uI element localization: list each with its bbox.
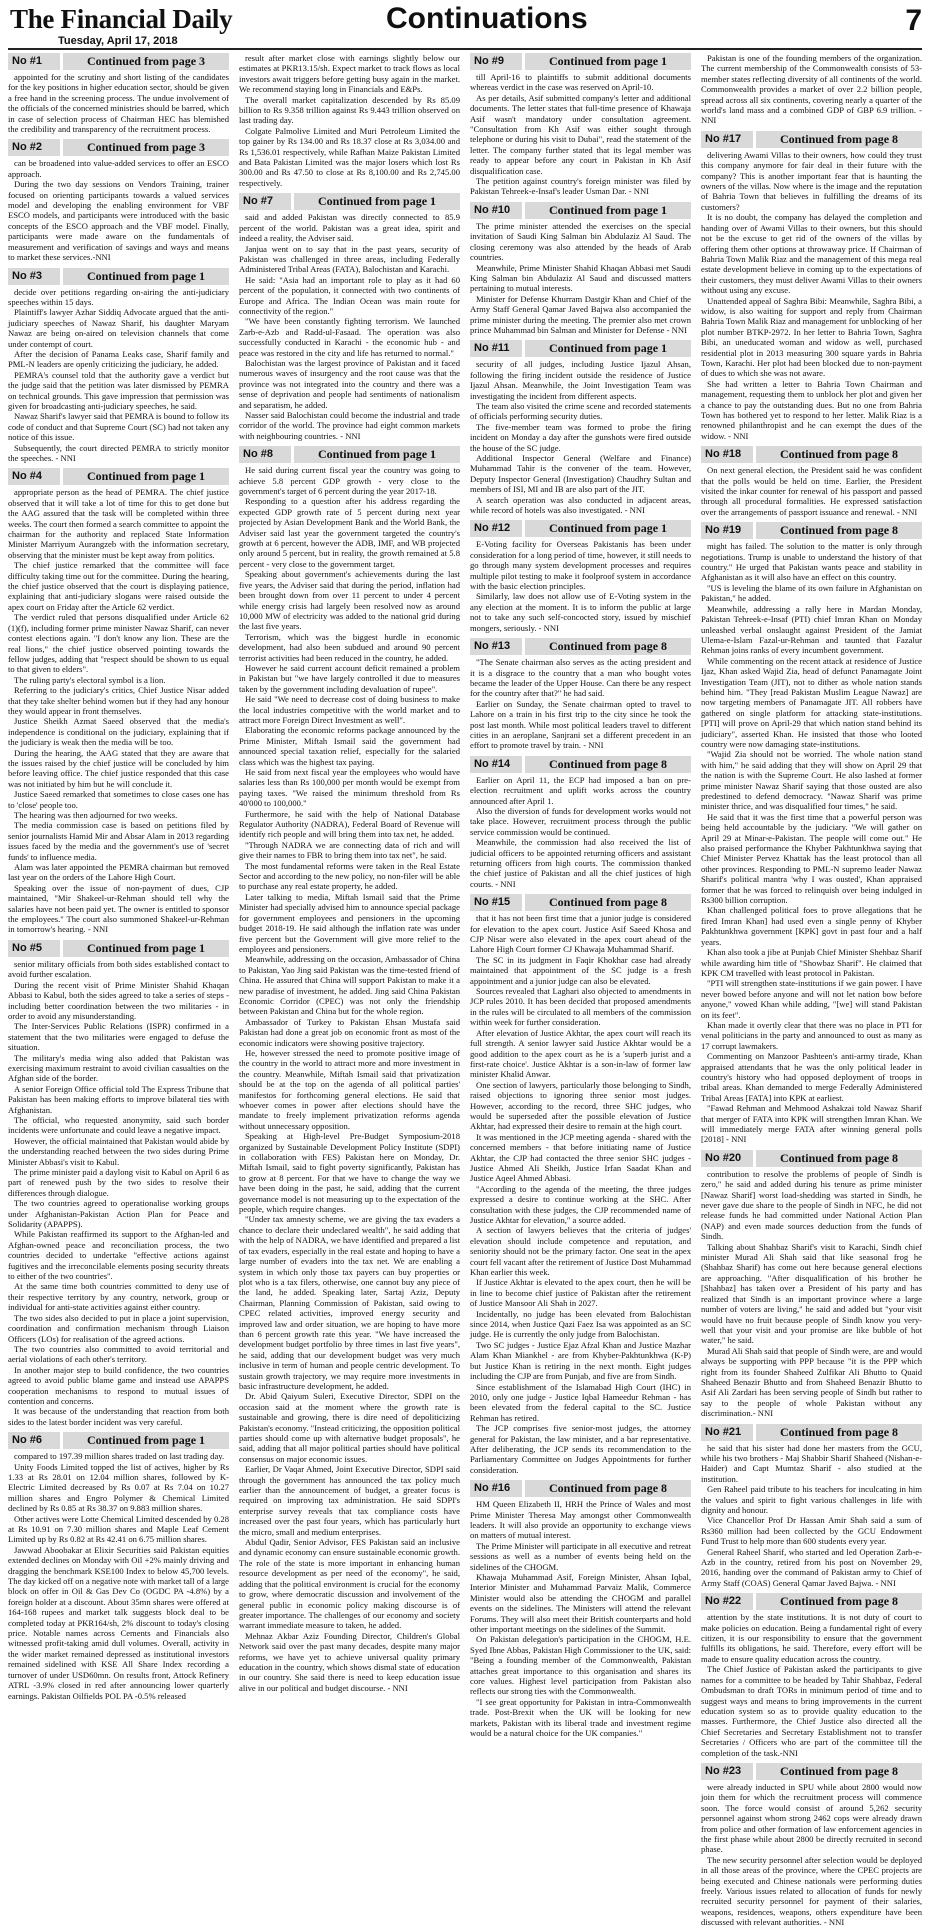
paragraph: Additional Inspector General (Welfare and Finance) Muhammad Tahir is the convener of the team. However, Deputy Inspector General (Investigation) Chaudhry Sultan and members of ISI, MI and IB are also part of the JIT. [470, 453, 691, 495]
paragraph: If Justice Akhtar is elevated to the apex court, then he will be in line to become chief justice of Pakistan after the retirement of Justice Mansoor Ali Shah in 2027. [470, 1277, 691, 1309]
paragraph: Sources revealed that Laghari also objected to amendments in JCP rules 2010. It has been decided that proposed amendments in the rules will be circulated to all members of the commission within week for further consideration. [470, 986, 691, 1028]
article-header [8, 139, 229, 156]
article-number: No #5 [8, 940, 60, 957]
paragraph: PEMRA's counsel told that the authority gave a verdict but the judge said that the petition was later dismissed by PEMRA on technical grounds. This gave impression that permission was given for broadcasting anti-judiciary speeches, he said. [8, 369, 229, 411]
continued-from-label: Continued from page 8 [522, 756, 691, 773]
continued-article [470, 756, 691, 889]
article-number: No #9 [470, 53, 522, 70]
paragraph: Alam was later appointed the PEMRA chairman but removed last year on the orders of the Lahore High Court. [8, 862, 229, 883]
paragraph: Murad Ali Shah said that people of Sindh were, are and would always be supporting with PPP because "it is the PPP which right from its founder Shaheed Zulfikar Ali Bhutto to Quaid Shaheed Benazir Bhutto and from Shaheed Benazir Bhutto to Asif Ali Zardari has been serving people of Sindh but rather to say to the people of whole Pakistan without any discrimination.- NNI [701, 1345, 922, 1419]
paragraph: "The Senate chairman also serves as the acting president and it is a disgrace to the country that a man who bought votes became the leader of the Upper House. Can there be any respect for the country after that?" he had said. [470, 657, 691, 699]
paragraph: can be broadened into value-added services to offer an ESCO approach. [8, 158, 229, 179]
continued-article [470, 340, 691, 515]
continued-from-label: Continued from page 8 [753, 1763, 922, 1780]
article-header [470, 202, 691, 219]
paragraph: Speaking at High-level Pre-Budget Symposium-2018 organized by Sustainable Development Policy Institute (SDPI) in collaboration with FES) Pakistan here on Monday, Dr. Miftah Ismail, said to fight poverty significantly, Pakistan has to grow at 8 percent. For that we have to change the way we have been doing in the past, he said, adding that the current governance model is not measuring up to the expectation of the people, which require changes. [239, 1131, 460, 1215]
paragraph: While Pakistan reaffirmed its support to the Afghan-led and Afghan-owned peace and reconciliation process, the two countries decided to undertake "effective actions against fugitives and the irreconcilable elements posing security threats to either of the two countries". [8, 1229, 229, 1282]
paragraph: Ambassador of Turkey to Pakistan Ehsan Mustafa said Pakistan had done a great job on economic front as most of the economic indicators were showing positive trajectory. [239, 1016, 460, 1048]
continued-article [470, 1480, 691, 1738]
paragraph: Responding to a question after his address regarding the expected GDP growth rate of 5 percent during next year projected by Asian Development Bank and the World Bank, the Adviser said last year the government targeted the country's growth at 6 percent, however the ADB, IMF, and WB projected only around 5 percent, but in reality, the growth remained at 5.8 percent - very close to the government target. [239, 496, 460, 569]
paragraph: Also the diversion of funds for development works would not take place. However, recruitment process through the public service commission would be continued. [470, 805, 691, 837]
article-body [701, 541, 922, 1145]
paragraph: "Fawad Rehman and Mehmood Ashakzai told Nawaz Sharif that merger of FATA into KPK will strengthen Imran Khan. We will immediately merge FATA after winning general polls [2018] - NNI [701, 1103, 922, 1145]
continued-from-label: Continued from page 1 [522, 520, 691, 537]
paragraph: It is no doubt, the company has delayed the completion and handing over of Awami Villas to their owners, but this should not be the excuse to get rid of the owners of the villas by offering them other options at throwaway price. If Chairman of Bahria Town Malik Riaz and the management of this mega real estate development believe in coming up to the expectations of their customers, they must deliver Awami Villas to their owners without using any excuse. [701, 212, 922, 296]
continued-article [239, 446, 460, 1693]
article-body [470, 913, 691, 1475]
article-number: No #6 [8, 1432, 60, 1449]
article-number: No #8 [239, 446, 291, 463]
news-column [701, 53, 922, 1928]
continued-from-label: Continued from page 8 [753, 1593, 922, 1610]
article-body [470, 539, 691, 633]
article-continuation-text [701, 53, 922, 126]
paragraph: Khan made it overtly clear that there was no place in PTI for venal politicians in the party and announced to oust as many as 17 corrupt lawmakers. [701, 1019, 922, 1051]
article-number: No #3 [8, 268, 60, 285]
paragraph: till April-16 to plaintiffs to submit additional documents whereas verdict in the case was reserved on April-10. [470, 72, 691, 93]
article-body [470, 1499, 691, 1738]
paragraph: The hearing was then adjourned for two weeks. [14, 810, 178, 820]
continued-article [470, 520, 691, 633]
continued-article [470, 202, 691, 335]
paragraph: A search operation was also conducted in adjacent areas, while record of hotels was also investigated. - NNI [470, 494, 691, 516]
article-body [8, 1451, 229, 1701]
article-number: No #7 [239, 193, 291, 210]
paragraph: He said during current fiscal year the country was going to achieve 5.8 percent GDP growth - very close to the government's target of 6 percent during the year 2017-18. [239, 465, 460, 497]
paragraph: that it has not been first time that a junior judge is considered for elevation to the apex court. Justice Asif Saeed Khosa and CJP Nisar were also elevated in the apex court ahead of the Lahore High Court former CJ Khawaja Muhammad Sharif. [470, 913, 691, 955]
paragraph: "Under tax amnesty scheme, we are giving the tax evaders a chance to declare their undeclared wealth", he said adding that with the help of NADRA, we have identified and prepared a list of tax evaders, especially in the real estate and hoping to have a large number of evaders into the tax net. We are enabling a system in which only those tax payers can buy properties or plot who is a tax filers, otherwise, one cannot buy any piece of the land, he added. Speaking later, Sartaj Aziz, Deputy Chairman, Planning Commission of Pakistan, said owing to CPEC related activities, improved energy security and improved law and order situation, we are hoping to have more than 6 percent growth rate this year. "We have increased the development budget portfolio by three times in last five years", he said, adding that our development budget was very much inclusive in term of human and people centric development. To sustain growth trajectory, we may require more investments in basic infrastructure development, he added. [239, 1214, 460, 1391]
article-number: No #15 [470, 894, 522, 911]
paragraph: Incidentally, no judge has been elevated from Balochistan since 2014, when Justice Qazi Faez Isa was appointed as an SC judge. He is currently the only judge from Balochistan. [470, 1308, 691, 1340]
paragraph: Later talking to media, Miftah Ismail said that the Prime Minister had specially advised him to announce special package for government employees and pensioners in the upcoming budget 2018-19. He said although the inflation rate was under five percent but the Government will give more relief to the employees and pensioners. [239, 891, 460, 954]
paragraph: attention by the state institutions. It is not duty of court to make policies on education. Being a fundamental right of every citizen, it is our responsibility to ensure that the government fulfills its obligations, he said. Therefore, every effort will be made to ensure quality education across the country. [701, 1612, 922, 1664]
paragraph: Justice Sheikh Azmat Saeed observed that the media's independence is conditional on the judiciary, explaining that if the judiciary is weak then the media will be too. [8, 716, 229, 748]
continued-from-label: Continued from page 1 [60, 268, 229, 285]
paragraph: Unattended appeal of Saghra Bibi: Meanwhile, Saghra Bibi, a widow, is also waiting for support and reply from Chairman Bahria Town Malik Riaz and management for unblocking of her plot number BTKP-2972. In her letter to Bahria Town, Saghra Bibi, an uneducated woman and widow as well, purchased residential plot in 2013 measuring 300 square yards in Bahria Town, Karachi. Her plot had been blocked due to non-payment of dues to which she was not aware. [701, 295, 922, 379]
paragraph: However he said current account deficit remained a problem in Pakistan but "we have largely controlled it due to measures taken by the government including devaluation of rupee". [239, 662, 460, 694]
paragraph: Since establishment of the Islamabad High Court (IHC) in 2010, only one judge - Justice Iqbal Hameedur Rehman - has been elevated from the federal capital to the SC. Justice Rehman has retired. [470, 1381, 691, 1423]
article-number: No #17 [701, 131, 753, 148]
paragraph: Jawwad Aboobakar at Elixir Securities said Pakistan equities extended declines on Monday with Oil +2% mainly driving and dragging the benchmark KSE100 Index to below 45,700 levels. The day kicked off on a negative note with market tall of a large block on offer in Oil & Gas Dev Co (OGDC PA -4.8%) by a foreign holder at a discount. About 35mn shares were offered at 164-168 rupees and market talk suggests block deal to be completed today at PKR164/sh, 2% discount to today's closing price. Notable names across Cements and Financials also witnessed profit-taking amid dull volumes. Overall, activity in the wider market remained depressed as institutional investors remained sidelined with KSE All Share Index recording a turnover of under USD60mn. On results front, Attock Refinery ATRL -3.9% closed in red after announcing lower quarterly earnings. Pakistan Oilfields POL PA -0.5% released [8, 1544, 229, 1701]
paragraph: During the two day sessions on Vendors Training, trainer focused on orienting participants towards a valued services model and developing the enabling environment for VBF ESCO models, and participants were introduced with the basic concepts of the ESCO approach and the VBF model. Finally, participants were made aware on the fundamentals of measurement and verification of savings and ways and means to market these services.-NNI [8, 179, 229, 263]
paragraph: Khan challenged political foes to prove allegations that he fired Imran Khan] had used even a single penny of Khyber Pakhtunkhwa government [KPK] govt in past four and a half years. [701, 905, 922, 947]
paragraph: "According to the agenda of the meeting, the three judges expressed a desire to continue working at the SHC. After consultation with these judges, the CJP recommended name of Justice Akhtar for elevation," a source added. [470, 1183, 691, 1225]
masthead [8, 4, 922, 48]
paragraph: At the same time both countries committed to deny use of their respective territory by any country, network, group or individual for anti-state activities against either country. [8, 1281, 229, 1313]
continued-from-label: Continued from page 3 [60, 139, 229, 156]
paragraph: Two SC judges - Justice Ejaz Afzal Khan and Justice Mazhar Alam Khan Miankhel - are from Khyber-Pakhtunkhwa (K-P) but Justice Khan is retiring in the next month. Eight judges including the CJP are from Punjab, and five are from Sindh. [470, 1339, 691, 1382]
article-header [470, 1480, 691, 1497]
paragraph: The SC in its judgment in Faqir Khokhar case had already maintained that appointment of the SC judge is a fresh appointment and a junior judge can also be elevated. [470, 954, 691, 986]
article-header [470, 340, 691, 357]
article-number: No #14 [470, 756, 522, 773]
paragraph: The prime minister paid a daylong visit to Kabul on April 6 as part of renewed push by the two sides to resolve their differences through dialogue. [8, 1167, 229, 1198]
paragraph: He said from next fiscal year the employees who would have salaries less than Rs 100,000 per month would be exempt from paying taxes. "We raised the minimum threshold from Rs 40'000 to 100,000." [239, 767, 460, 809]
continued-from-label: Continued from page 3 [60, 53, 229, 70]
continued-from-label: Continued from page 1 [291, 193, 460, 210]
article-number: No #4 [8, 468, 60, 485]
news-column [239, 53, 460, 1693]
paragraph: Gen Raheel paid tribute to his teachers for inculcating in him the values and spirit to fight various challenges in life with dignity and honour. [701, 1484, 922, 1515]
paragraph: Meanwhile, Prime Minister Shahid Khaqan Abbasi met Saudi King Salman bin Abdulaziz Al Saud and discussed matters pertaining to mutual interests. [470, 262, 691, 294]
continued-from-label: Continued from page 8 [753, 131, 922, 148]
article-number: No #19 [701, 522, 753, 539]
paragraph: The new security personnel after selection would be deployed in all those areas of the province, where the CPEC projects are being executed and Chinese nationals were performing duties freely. Various issues related to allocation of funds for newly recruited security personnel for payment of their salaries, weapons, residences, weapons, others expenditure have been discussed with relevant authorities. - NNI [701, 1854, 922, 1928]
article-header [470, 638, 691, 655]
article-body [8, 158, 229, 262]
paragraph: Nawaz Sharif's lawyer said that PEMRA is bound to follow its code of conduct and that Supreme Court (SC) had not taken any notice of this issue. [8, 411, 229, 443]
paragraph: While commenting on the recent attack at residence of Justice Ijaz, Khan asked Wajid Zia, head of defunct Panamagate Joint Investigation Team (JIT), not to dither as whole nation stands behind him. "They [read Pakistan Muslim League Nawaz] are now targeting members of Panamagate JIT. All robbers have gathered on single platform for attacking state-institutions. [PTI] will prove on April-29 that which nation stand behind its judiciary", asserted Khan. He insisted that those who looted country were now damaging state-institutions. [701, 655, 922, 749]
continued-article [470, 894, 691, 1475]
paragraph: The official, who requested anonymity, said such border incidents were unfortunate and could leave a negative impact. [8, 1114, 229, 1136]
paragraph: Janjua went on to say that in the past years, security of Pakistan was challenged in three areas, including Federally Administered Tribal Areas (FATA), Balochistan and Karachi. [239, 243, 460, 275]
paragraph: senior military officials from both sides established contact to avoid further escalation. [8, 958, 229, 980]
paragraph: A senior Foreign Office official told The Express Tribune that Pakistan has been making efforts to improve bilateral ties with Afghanistan. [8, 1083, 229, 1115]
paragraph: He said: "Asia had an important role to play as it had 60 percent of the population, it connected with two continents of Europe and Africa. The Indian Ocean was main route for connectivity of the region." [239, 274, 460, 316]
page-number: 7 [905, 4, 922, 37]
article-body [8, 287, 229, 464]
paragraph: appointed for the scrutiny and short listing of the candidates for the key positions in higher education sector, should be given a free hand in the screening process. The undue involvement of the officials of the concerned ministries should be barred, which in case of selection process of Chairman HEC has blemished the credibility and transparency of the recruitment process. [8, 72, 229, 135]
paragraph: Talking about Shahbaz Sharif's visit to Karachi, Sindh chief minister Murad Ali Shah said that like seasonal frog he (Shahbaz Sharif) has come out here because general elections are approaching. "After disqualification of his brother he [Shahbaz] has taken over a President of his party and has realized that Sindh is an important province where a large number of voters are living," he said and added but "your visit would have no fruit because people of Sindh know you very-well that your visit and your promise are like bubble of hot water," he said. [701, 1241, 922, 1346]
paragraph: Balochistan was the largest province of Pakistan and it faced numerous waves of insurgency and the root cause was that the province was not integrated into the country and there was a sense of deprivation and people had sentiments of nationalism and separatism, he added. [239, 357, 460, 410]
paragraph: It was mentioned in the JCP meeting agenda - shared with the concerned members - that before initiating name of Justice Akhtar, the CJP had contacted the three senior SHC judges - Justice Ahmed Ali Sheikh, Justice Irfan Saadat Khan and Justice Aqeel Ahmed Abbasi. [470, 1131, 691, 1184]
paragraph: On next general election, the President said he was confident that the polls would be held on time. Earlier, the President visited the inkar counter for renewal of his passport and passed through all procedural formalities. He expressed satisfaction over the arrangements of passport issuance and renewal. - NNI [701, 465, 922, 517]
paragraph: appropriate person as the head of PEMRA. The chief justice observed that it will take a lot of time for this to get done but the AAG assured that the task will be completed within three weeks. The court then formed a search committee to appoint the chairman for the authority and replaced State Information Minister Marriyum Aurangzeb with the information secretary, observing that the minister must be kept away from politics. [8, 487, 229, 560]
article-header [470, 53, 691, 70]
article-header [470, 520, 691, 537]
paragraph: The team also visited the crime scene and recorded statements of officials performing security duties. [470, 400, 691, 422]
article-header [470, 756, 691, 773]
article-header [701, 1150, 922, 1167]
article-body [8, 487, 229, 934]
paragraph: Plaintiff's lawyer Azhar Siddiq Advocate argued that the anti-judiciary speeches of Nawaz Sharif, his daughter Maryam Nawaz are being on-aired on television channels that come under contempt of court. [8, 307, 229, 349]
paragraph: Elaborating the economic reforms package announced by the Prime Minister, Miftah Ismail said the government had announced special taxation relief, especially for the salaried class which was the highest tax paying. [239, 725, 460, 767]
paragraph: Justice Saeed remarked that sometimes to close cases one has to 'close' people too. [8, 789, 229, 810]
article-body [470, 775, 691, 889]
paragraph: General Raheel Sharif, who started and led Operation Zarb-e-Azb in the country, retired from his post on November 29, 2016, handing over the command of Pakistan army to Chief of Army Staff (COAS) General Qamar Javed Bajwa. - NNI [701, 1546, 922, 1588]
news-columns [8, 53, 922, 1928]
paragraph: He said that it was the first time that a powerful person was being held accountable by the judiciary. "We will gather on April 29 at Minar-e-Pakistan. The people will come out." He also praised performance the Khyber Pakhtunkhwa saying that Chief Minister Pervez Khattak has the least protocol than all other provinces. Responding to PML-N supremo leader Nawaz Sharif's political mantra 'why I was ousted', Khan appraised former that he was forced to relinquish over being indulged in Rs300 billion corruption. [701, 811, 922, 906]
paragraph: "We have been constantly fighting terrorism. We launched Zarb-e-Azb and Radd-ul-Fasaad. The operation was also successfully conducted in Karachi - the economic hub - and peace was restored in the city and life has returned to normal." [239, 316, 460, 358]
article-body [8, 959, 229, 1427]
article-number: No #2 [8, 139, 60, 156]
continued-article [701, 1150, 922, 1419]
paragraph: The most fundamental reforms were taken in the Real Estate Sector and according to the new policy, no non-filer will be able to purchase any real estate property, he added. [239, 860, 460, 892]
paragraph: However, the official maintained that Pakistan would abide by the understanding reached between the two sides during Prime Minister Abbasi's visit to Kabul. [8, 1135, 229, 1167]
paragraph: said and added Pakistan was directly connected to 85.9 percent of the world. Pakistan was a great idea, spirit and indeed a reality, the Adviser said. [239, 212, 460, 244]
continued-article [8, 53, 229, 134]
article-number: No #10 [470, 202, 522, 219]
article-body [470, 72, 691, 197]
paragraph: The Chief Justice of Pakistan asked the participants to give names for a committee to be headed by Tahir Shahbaz, Federal Ombudsman to draft TORs in minimum period of time and to suggest ways and means to bring improvements in the current education system so as to provide quality education to the masses. Furthermore, the Chief Justice also directed all the Chief Secretaries and Secretary Establishment not to transfer Secretaries / Officers who are part of the committee till the completion of the task.-NNI [701, 1664, 922, 1758]
article-number: No #13 [470, 638, 522, 655]
paragraph: "Wajid Zia should not be worried. The whole nation stand with him," he said adding that they will show on April 29 that the nation is with the Supreme Court. He also lashed at former prime minister Nawaz Sharif saying that those ousted are also predestined to defend democracy. "Nawaz Sharif was prime minister thrice, and was disqualified four times," he said. [701, 749, 922, 812]
article-body [239, 465, 460, 1693]
paragraph: E-Voting facility for Overseas Pakistanis has been under consideration for a long period of time, however, it still needs to go through many system development processes and requires multiple pilot testing to make it foolproof system in accordance with the basic election principles. [470, 539, 691, 592]
paragraph: Other actives were Lotte Chemical Limited descended by 0.28 at Rs 10.91 on 7.30 million shares and Maple Leaf Cement Limited up by Rs 0.82 at Rs 42.41 on 6.75 million shares. [8, 1513, 230, 1545]
article-number: No #23 [701, 1763, 753, 1780]
paragraph: decide over petitions regarding on-airing the anti-judiciary speeches within 15 days. [8, 286, 229, 307]
paragraph: On Pakistan delegation's participation in the CHOGM, H.E. Syed Ibne Abbas, Pakistan High Commissioner to the UK, said: "Being a founding member of the Commonwealth, Pakistan attaches great importance to this organisation and shares its core values. Highest level participation from Pakistan also reflects our strong ties with the Commonwealth. [470, 1634, 691, 1697]
paragraph: Pakistan is one of the founding members of the organization. The current membership of the Commonwealth consists of 53-member states reflecting diversity of all continents of the world. Commonwealth provides a market of over 2.2 billion people, spread across all six continents, covering nearly a quarter of the world's land mass and a combined GDP of GBP 6.9 trillion. - NNI [701, 53, 922, 126]
article-body [470, 221, 691, 335]
paragraph: The verdict ruled that persons disqualified under Article 62 (1)(f), including former prime minister Nawaz Sharif, can never contest elections again. "I don't know any lion. These are the real lions," the chief justice observed pointing towards the fellow judges, adding that "respect should be shown to us equal to that given to elders". [8, 612, 229, 675]
paragraph: Similarly, law does not allow use of E-Voting system in the any election at the moment. It is to inform the public at large not to take any such self-concocted story, issued by mischief mongers, seriously. - NNI [470, 591, 691, 633]
article-body [701, 1169, 922, 1419]
article-number: No #11 [470, 340, 522, 357]
continued-article [470, 638, 691, 751]
paragraph: The five-member team was formed to probe the firing incident on Monday a day after the gunshots were fired outside the house of the SC judge. [470, 421, 691, 453]
news-column [8, 53, 230, 1701]
continued-article [701, 1593, 922, 1758]
article-header [8, 1432, 229, 1449]
paragraph: The media commission case is based on petitions filed by senior journalists Hamid Mir and Absar Alam in 2013 regarding issues faced by the media and the government's use of 'secret funds' to influence media. [8, 820, 229, 862]
article-number: No #22 [701, 1593, 753, 1610]
paragraph: During the recent visit of Prime Minister Shahid Khaqan Abbasi to Kabul, both the sides agreed to take a series of steps - including better coordination between the two militaries - in order to avoid any misunderstanding. [8, 979, 229, 1021]
section-title: Continuations [386, 2, 588, 35]
continued-article [701, 1424, 922, 1589]
paragraph: Speaking about government's achievements during the last five years, the Adviser said that during the period, inflation had been brought down from over 11 percent to under 4 percent while energy crisis had largely been resolved now as around 10,000 MW of electricity was added to the national grid during the last five years. [239, 569, 460, 632]
paragraph: Earlier, Dr Vaqar Ahmed, Joint Executive Director, SDPI said through the government has announced the tax policy much earlier than the announcement of budget, a greater focus is required on improving tax administration. He said SDPI's enterprise survey reveals that tax compliance costs have increased over the past four years, which has particularly hurt the micro, small and medium enterprises. [239, 1464, 460, 1537]
article-number: No #1 [8, 53, 60, 70]
continued-from-label: Continued from page 1 [60, 468, 229, 485]
paragraph: Meanwhile, the commission had also received the list of judicial officers to be appointed returning officers and assistant returning officers from high courts. The commission thanked the chief justice of Pakistan and all the chief justices of high courts. - NNI [470, 837, 691, 889]
paragraph: result after market close with earnings slightly below our estimates at PKR13.15/sh. Expect market to track flows as local investors await triggers before getting busy again in the market. We recommend staying long in Financials and E&Ps. [239, 53, 460, 95]
article-header [239, 193, 460, 210]
article-header [470, 894, 691, 911]
paragraph: he said that his sister had done her masters from the GCU, while his two brothers - Maj Shabbir Sharif Shaheed (Nishan-e-Haider) and Capt Mumtaz Sharif - also studied at the institution. [701, 1442, 922, 1484]
paragraph: might has failed. The solution to the matter is only through negotiations. Trump is unable to understand the history of that country." He urged that Pakistan wants peace and stability in Afghanistan as it will also have an effect on this country. [701, 541, 922, 583]
continued-article [701, 131, 922, 441]
paragraph: Subsequently, the court directed PEMRA to strictly monitor the speeches. - NNI [8, 442, 229, 463]
paragraph: Earlier on April 11, the ECP had imposed a ban on pre-election recruitment and uplift works across the country announced after April 1. [470, 774, 691, 806]
paragraph: The prime minister attended the exercises on the special invitation of Saudi King Salman bin Abdulaziz Al Saud. The closing ceremony was also attended by the heads of Arab countries. [470, 220, 691, 263]
paragraph: Furthermore, he said with the help of National Database Regulator Authority (NADRA), Federal Board of Revenue will identify rich people and will bring them into tax net, he added. [239, 808, 460, 840]
paragraph: After the decision of Panama Leaks case, Sharif family and PML-N leaders are openly criticizing the judiciary, he added. [8, 348, 229, 370]
continued-from-label: Continued from page 1 [60, 940, 229, 957]
paragraph: She had written a letter to Bahria Town Chairman and management, requesting them to unblock her plot and given her a chance to pay the outstanding dues. But no one from Bahria Town has bothered yet to respond to her letter. Malik Riaz is a renowned philanthropist and he can exempt the dues of the widow. - NNI [701, 378, 922, 441]
continued-article [239, 193, 460, 441]
masthead-rule [8, 48, 922, 50]
paragraph: Speaking over the issue of non-payment of dues, CJP maintained, "Mir Shakeel-ur-Rehman should tell why the salaries have not been paid yet. The owner is entitled to sponsor the employees." The court also summoned Shakeel-ur-Rehman in tomorrow's hearing. - NNI [8, 882, 229, 935]
continued-from-label: Continued from page 1 [522, 53, 691, 70]
paragraph: Mehnaz Akbar Aziz Founding Director, Children's Global Network said over the past many decades, despite many major reforms, we have yet to achieve universal quality primary education in the country, which shows dismal state of education in our country. She said there is need to keep education issue alive in our political and budget discourse. - NNI [239, 1630, 460, 1693]
article-body [470, 359, 691, 515]
article-header [701, 1593, 922, 1610]
article-number: No #12 [470, 520, 522, 537]
paragraph: The two countries also committed to avoid territorial and aerial violations of each other's territory. [8, 1343, 229, 1365]
article-body [239, 212, 460, 441]
article-number: No #18 [701, 446, 753, 463]
paragraph: "US is leveling the blame of its own failure in Afghanistan on Pakistan," he added. [701, 582, 922, 604]
paragraph: "PTI will strengthen state-institutions if we gain power. I have never bowed before anyone and will not let nation bow before anyone," vowed Khan while adding, "[we] will stand Pakistan on its feet". [701, 978, 922, 1020]
article-header [701, 522, 922, 539]
paragraph: The JCP comprises five senior-most judges, the attorney general for Pakistan, the law minister, and a bar representative. After deliberating, the JCP sends its recommendation to the Parliamentary Committee on Judges Appointments for further consideration. [470, 1423, 691, 1475]
paragraph: Khan also took a jibe at Punjab Chief Minister Shehbaz Sharif while awarding him title of "Showbaz Sharif". He claimed that KPK CM travelled with least protocol in Pakistan. [701, 947, 922, 978]
article-body [701, 1443, 922, 1589]
paragraph: delivering Awami Villas to their owners, how could they trust this company anymore for fair deal in their future with the company? This is another important fear that is haunting the owners of the villas. Now where is the image and the reputation of Bahria Town that believes in fulfilling the dreams of its customers? [701, 149, 922, 212]
article-header [701, 1763, 922, 1780]
article-body [701, 150, 922, 441]
article-header [8, 468, 229, 485]
article-header [8, 268, 229, 285]
article-body [701, 465, 922, 517]
continued-from-label: Continued from page 8 [753, 446, 922, 463]
continued-from-label: Continued from page 1 [60, 1432, 229, 1449]
paragraph: Nasser said Balochistan could become the industrial and trade corridor of the world. The province had eight common markets with neighbouring countries. - NNI [239, 410, 460, 441]
continued-article [8, 1432, 229, 1701]
paragraph: The military's media wing also added that Pakistan was exercising maximum restraint to avoid civilian casualties on the Afghan side of the border. [8, 1052, 229, 1084]
paragraph: contribution to resolve the problems of people of Sindh is zero," he said and added during his tenure as prime minister [Nawaz Sharif] worst load-shedding was started in Sindh, he never gave due share to the people of Sindh in NFC, he did not release funds he had committed under National Action Plan (NAP) and even made sources deduction from the funds of Sindh. [701, 1168, 922, 1242]
paragraph: One section of lawyers, particularly those belonging to Sindh, raised objections to ignoring three senior most judges. However, according to the record, three SHC judges, who would be superseded after the possible elevation of Justice Akhtar, had expressed their desire to remain at the high court. [470, 1079, 691, 1132]
paragraph: The Inter-Services Public Relations (ISPR) confirmed in a statement that the two militaries were engaged to defuse the situation. [8, 1021, 229, 1053]
paragraph: "Through NADRA we are connecting data of rich and will give their names to FBR to bring them into tax net", he said. [239, 839, 460, 861]
paragraph: Commenting on Manzoor Pashteen's anti-army tirade, Khan appraised attendants that he was the only political leader in country's history who had opposed deployment of troops in tribal areas. Khan demanded to merge Federally Administered Tribal Areas [FATA] into KPK at earliest. [701, 1051, 922, 1103]
continued-article [8, 940, 229, 1427]
continued-from-label: Continued from page 8 [522, 894, 691, 911]
paragraph: Dr. Abid Qaiyum Suleri, Executive Director, SDPI on the occasion said at the moment where the growth rate is sustainable and growing, there is dire need of depoliticizing Pakistan's economy. "Instead criticizing, the opposition political parties should come up with alternative budget proposals", he said, adding that all major political parties should have political consensus on major economic issues. [239, 1391, 460, 1464]
article-number: No #21 [701, 1424, 753, 1441]
paragraph: Earlier on Sunday, the Senate chairman opted to travel to Lahore on a train in his first trip to the city since he took the post last month. While most political leaders travel to different cities in an aeroplane, Sanjrani set a different precedent in an effort to promote travel by train. - NNI [470, 698, 691, 751]
continued-article [8, 468, 229, 934]
paragraph: Referring to the judiciary's critics, Chief Justice Nisar added that they take shelter behind women but if they had any honour they would appear in front themselves. [8, 685, 229, 716]
article-body [470, 657, 691, 751]
article-number: No #16 [470, 1480, 522, 1497]
paragraph: The ruling party's electoral symbol is a lion. [14, 674, 166, 685]
paragraph: Colgate Palmolive Limited and Muri Petroleum Limited the top gainer by Rs 134.00 and Rs 18.37 close at Rs 3,034.00 and Rs 1,536.01 respectively, while Rafhan Maize Pakistan Limited and Bata Pakistan Limited was the major losers which lost Rs 300.00 and Rs 47.50 to close at Rs 8,100.00 and Rs 2,745.00 respectively. [239, 125, 460, 188]
paragraph: Vice Chancellor Prof Dr Hassan Amir Shah said a sum of Rs360 million had been collected by the GCU Endowment Fund Trust to help more than 600 students every year. [701, 1515, 922, 1547]
paragraph: In another major step to build confidence, the two countries agreed to avoid public blame game and instead use APAPPS cooperation mechanisms to respond to mutual issues of contention and concerns. [8, 1364, 229, 1406]
paragraph: He, however stressed the need to promote positive image of the country in the world to attract more and more investment in the country. Meanwhile, Miftah Ismail said that privatization should be at the top on the agenda of all political parties' manifestos for forthcoming general elections. He said that whoever comes in power after elections should have the mandate to freely implement privatization reforms agenda without unnecessary opposition. [239, 1047, 460, 1131]
issue-date: Tuesday, April 17, 2018 [58, 35, 178, 47]
article-header [8, 53, 229, 70]
paragraph: The chief justice remarked that the committee will face difficulty taking time out for the committee. During the hearing, the chief justice observed that the court is displaying patience, explaining that anti-judiciary slogans were raised outside the apex court on Friday after the Article 62 verdict. [8, 560, 229, 612]
news-column [470, 53, 691, 1739]
continued-article [470, 53, 691, 197]
paragraph: During the hearing, the AAG stated that they are aware that the issues raised by the chief justice will be concluded by him before leaving office. The chief justice responded that this case was not initiated by him but he will conclude it. [8, 747, 229, 789]
paragraph: The petition against country's foreign minister was filed by Pakistan Tehreek-e-Insaf's leader Usman Dar. - NNI [470, 176, 691, 197]
paragraph: It was because of the understanding that reaction from both sides to the latest border incident was very careful. [8, 1406, 229, 1427]
article-header [701, 131, 922, 148]
paragraph: Abdul Qadir, Senior Advisor, FES Pakistan said an inclusive and dynamic economy can ensure sustainable economic growth. The role of the state is more important in enhancing human resource development as per need of the economy", he said, adding that the political environment is crucial for the economy to grow, where democratic discussion and involvement of the general public in economic policy making discourse is of greater importance. The challenges of our economy and society warrant immediate measure to taken, he added. [239, 1537, 460, 1631]
paragraph: The two countries agreed to operationalise working groups under Afghanistan-Pakistan Action Plan for Peace and Solidarity (APAPPS). [8, 1198, 229, 1230]
continued-article [8, 139, 229, 262]
article-continuation-text [239, 53, 460, 188]
paragraph: HM Queen Elizabeth II, HRH the Prince of Wales and most Prime Minister Theresa May amongst other Commonwealth leaders. It will also provide an opportunity to exchange views on matters of mutual interest. [470, 1499, 691, 1541]
paragraph: Unity Foods Limited topped the list of actives, higher by Rs 1.33 at Rs 28.01 on 12.04 million shares, followed by K-Electric Limited decreased by Rs 0.07 at Rs 7.04 on 10.27 million shares and Engro Polymer & Chemical Limited declined by Rs 0.85 at Rs 38.37 on 9.883 million shares. [8, 1461, 229, 1514]
continued-from-label: Continued from page 1 [522, 340, 691, 357]
continued-from-label: Continued from page 1 [522, 202, 691, 219]
paragraph: Minister for Defense Khurram Dastgir Khan and Chief of the Army Staff General Qamar Javed Bajwa also accompanied the prime minister during the meeting. The premier also met crown prince Muhammad bin Salman and Minister for Defense - NNI [470, 293, 691, 335]
paragraph: "I see great opportunity for Pakistan in intra-Commonwealth trade. Post-Brexit when the UK will be looking for new markets, Pakistan with its liberal trade and investment regime would be a natural choice for the UK companies." [470, 1696, 691, 1739]
continued-article [701, 1763, 922, 1928]
article-header [239, 446, 460, 463]
paragraph: Meanwhile, addressing a rally here in Mardan Monday, Pakistan Tehreek-e-Insaf (PTI) chief Imran Khan on Monday unleashed verbal onslaught against President of the Jamiat Ulema-e-Islam Fazal-ur-Rehman and taunted that Fazalur Rehman joins ranks of every incumbent government. [701, 603, 922, 656]
paper-name: The Financial Daily [10, 4, 233, 34]
continued-from-label: Continued from page 8 [753, 1424, 922, 1441]
continued-from-label: Continued from page 8 [522, 1480, 691, 1497]
continued-from-label: Continued from page 8 [753, 1150, 922, 1167]
paragraph: compared to 197.39 million shares traded on last trading day. [14, 1451, 225, 1462]
continued-article [701, 522, 922, 1145]
paragraph: As per details, Asif submitted company's letter and additional documents. The letter states that full-time presence of Khawaja Asif wasn't mandatory under consultation agreement. "Consultation from Kh Asif was either sought through telephone or during his visit to Dubai", read the statement of the letter. The company further stated that its legal member was ready to appear before any court in Pakistan in Kh Asif disqualification case. [470, 92, 691, 176]
continued-from-label: Continued from page 1 [291, 446, 460, 463]
paragraph: Terrorism, which was the biggest hurdle in economic development, had also been subdued and around 90 percent terrorist activities had been reduced in the country, he added. [239, 631, 460, 663]
paragraph: He said "We need to decrease cost of doing business to make the local industries competitive with the world market and to attract more Foreign Direct Investment as well". [239, 694, 460, 725]
paragraph: were already inducted in SPU while about 2800 would now join them for which the recruitment process will commence soon. The force would consist of around 5,262 security personnel against whom strong 2462 cops were already drawn from police and other formation of law enforcement agencies in the first phase while about 2800 be directly recruited in second phase. [701, 1781, 922, 1855]
continued-from-label: Continued from page 8 [522, 638, 691, 655]
continued-article [701, 446, 922, 517]
paragraph: The Prime Minister will participate in all executive and retreat sessions as well as a number of events being held on the sidelines of the CHOGM. [470, 1540, 691, 1572]
article-body [701, 1612, 922, 1758]
paragraph: A section of lawyers believes that the criteria of judges' elevation should include competence and reputation, and seniority should not be the primary factor. One seat in the apex court fell vacant after the retirement of Justice Dost Muhammad Khan earlier this week. [470, 1225, 691, 1278]
paragraph: The overall market capitalization descended by Rs 85.09 billion to Rs 9.358 trillion against Rs 9.443 trillion observed on last trading day. [239, 94, 460, 126]
continued-article [8, 268, 229, 464]
article-header [8, 940, 229, 957]
paragraph: Meanwhile, addressing on the occasion, Ambassador of China to Pakistan, Yao Jing said Pakistan was the time-tested friend of China. He assured that China will support Pakistan to make it a new paradise of investment, he added. Jing said China Pakistan Economic Corridor (CPEC) was not only the friendship between Pakistan and China but for the whole region. [239, 954, 460, 1017]
paragraph: Khawaja Muhammad Asif, Foreign Minister, Ahsan Iqbal, Interior Minister and Muhammad Parvaiz Malik, Commerce Minister would also be attending the CHOGM and parallel events on the sidelines. The Ministers will attend the relevant Forums. They will also meet their British counterparts and hold other important meetings on the sidelines of the Summit. [470, 1572, 691, 1635]
paragraph: The two sides also decided to put in place a joint supervision, coordination and confirmation mechanism through Liaison Officers (LOs) for realisation of the agreed actions. [8, 1312, 229, 1344]
continued-from-label: Continued from page 8 [753, 522, 922, 539]
article-header [701, 1424, 922, 1441]
paragraph: security of all judges, including Justice Ijazul Ahsan, following the firing incident outside the residence of Justice Ijazul Ahsan. Meanwhile, the Joint Investigation Team was investigating the incident from different aspects. [470, 359, 691, 401]
article-body [701, 1782, 922, 1928]
article-header [701, 446, 922, 463]
article-body [8, 72, 229, 134]
article-number: No #20 [701, 1150, 753, 1167]
paragraph: After elevation of Justice Akhtar, the apex court will reach its full strength. A senior lawyer said Justice Akhtar would be a good addition to the apex court as he is a 'superb jurist and a first-rate choice'. Justice Akhtar is a son-in-law of former law minister Khalid Anwar. [470, 1027, 691, 1080]
